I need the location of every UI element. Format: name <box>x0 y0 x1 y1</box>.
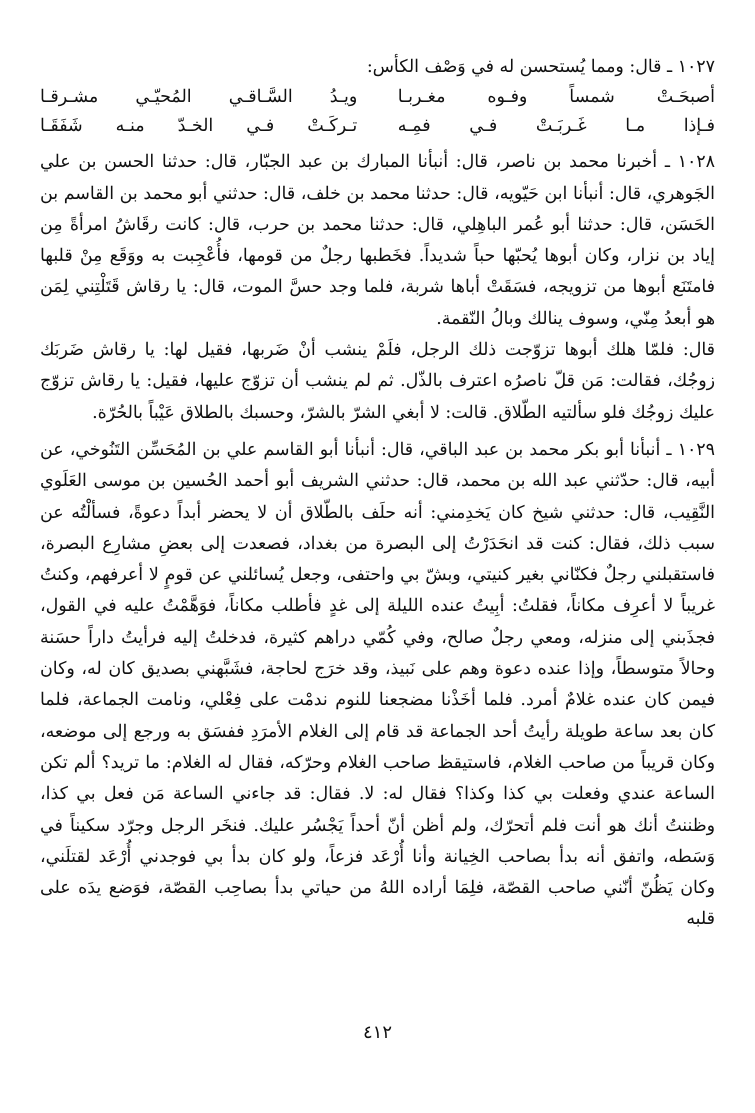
entry-1028-paragraph: ١٠٢٨ ـ أخبرنا محمد بن ناصر، قال: أنبأنا المبارك بن عبد الجبّار، قال: حدثنا الحسن بن علي الجَوهري، قال: أنبأنا ابن حَيّويه، قال: حدثنا محمد بن خلف، قال: حدثني أبو محمد بن القاسم بن الحَسَن، قال: حدثنا أبو عُمر الباهِلي، قال: حدثنا محمد بن حرب، قال: كانت رقَاشُ امرأةً مِن إياد بن نزار، وكان أبوها يُحبّها حباً شديداً. فخَطبها رجلٌ من قومها، فأُعْجِبت به ووَقَع مِنْ قلبها فامتَنَع أبوها من تزويجه، فسَقَتْ أباها شربة، فلما وجد حسَّ الموت، قال: يا رقاش قَتَلْتِني لِمَن هو أبعدُ مِنّي، وسوف ينالك وبالُ النّقمة. <box>40 152 715 329</box>
page-number: ٤١٢ <box>362 1022 392 1043</box>
verse-first-hemistich: أصبحَـتْ شمساً وفـوه مغـربـا <box>397 87 715 108</box>
entry-1028-paragraph: قال: فلمّا هلك أبوها تزوّجت ذلك الرجل، فلَمْ ينشب أنْ ضَربها، فقيل لها: يا رقاش ضَربَك زوجُك، فقالت: مَن قلّ ناصرُه اعترف بالذّل. ثم لم ينشب أن تزوّج عليها، فقيل: يا رقاش تزوّج عليك زوجُك فلو سألتيه الطّلاق. قالت: لا أبغي الشرّ بالشرّ، وحسبك بالطلاق عَيْباً بالحُرّة. <box>40 340 715 423</box>
verse-second-hemistich: تـركَـتْ فـي الخـدّ منـه شَفَقَـا <box>40 116 358 137</box>
verse-second-hemistich: ويـدُ السَّـاقـي المُحيّـي مشـرقـا <box>40 87 358 108</box>
entry-1029 <box>40 435 715 936</box>
entry-1027 <box>40 52 715 141</box>
entry-1028 <box>40 147 715 429</box>
poem-verse <box>40 83 715 112</box>
book-page <box>40 52 715 936</box>
poem-verse <box>40 112 715 141</box>
poem <box>40 83 715 141</box>
entry-1029-paragraph: ١٠٢٩ ـ أنبأنا أبو بكر محمد بن عبد الباقي، قال: أنبأنا أبو القاسم علي بن المُحَسِّن التَنُوخي، عن أبيه، قال: حدّثني عبد الله بن محمد، قال: حدثني الشريف أبو أحمد الحُسين بن موسى العَلَوي النَّقِيب، قال: حدثني شيخ كان يَخدِمني: أنه حلَف بالطّلاق أن لا يحضر أبداً دعوةً، فسألْتُه عن سبب ذلك، فقال: كنت قد انحَدَرْتُ إلى البصرة من بغداد، فصعدت إلى بعضِ مشارِع البصرة، فاستقبلني رجلٌ فكنّاني بغير كنيتي، وبشّ بي واحتفى، وجعل يُسائلني عن قومٍ لا أعرفهم، وكنتُ غريباً لا أعرِف مكاناً، فقلتُ: أبِيتُ عنده الليلة إلى غدٍ فأطلب مكاناً، فوَهَّمْتُ عليه في القول، فجذَبني إلى منزله، ومعي رجلٌ صالح، وفي كُمّي دراهم كثيرة، فدخلتُ إليه فرأيتُ داراً حسَنة وحالاً متوسطاً، وإذا عنده دعوة وهم على نَبيذ، وقد خرَج لحاجة، فشَبَّهني بصديق كان له، وكان فيمن كان عنده غلامٌ أمرد. فلما أخَذْنا مضجعنا للنوم ندمْت على فِعْلي، ونامت الجماعة، فلما كان بعد ساعة طويلة رأيتُ أحد الجماعة قد قام إلى الغلام الأمرَدِ ففسَق به ورجع إلى موضعه، وكان قريباً من صاحب الغلام، فاستيقظ صاحب الغلام وحرّكه، فقال له الغلام: ما تريد؟ ألم تكن الساعة عندي وفعلت بي كذا وكذا؟ فقال له: لا. فقال: قد جاءني الساعة مَن فعل بي كذا، وظننتُ أنك هو أنت فلم أتحرّك، ولم أظن أنّ أحداً يَجْسُر عليك. فنخَر الرجل وجرّد سكيناً في وَسَطه، واتفق أنه بدأ بصاحب الخِيانة وأنا أُرْعَد فزعاً، ولو كان بدأ بي فوجدني أُرْعَد لقتلَني، وكان يَظُنّ أنّني صاحب القصّة، فلِمَا أراده اللهُ من حياتي بدأ بصاحِب القصّة، فوَضع يدَه على قلبه <box>40 439 715 930</box>
entry-1027-intro: ١٠٢٧ ـ قال: ومما يُستحسن له في وَصْف الكأس: <box>366 57 715 77</box>
verse-first-hemistich: فـإذا مـا غَـربَـتْ فـي فمِـه <box>397 116 715 137</box>
